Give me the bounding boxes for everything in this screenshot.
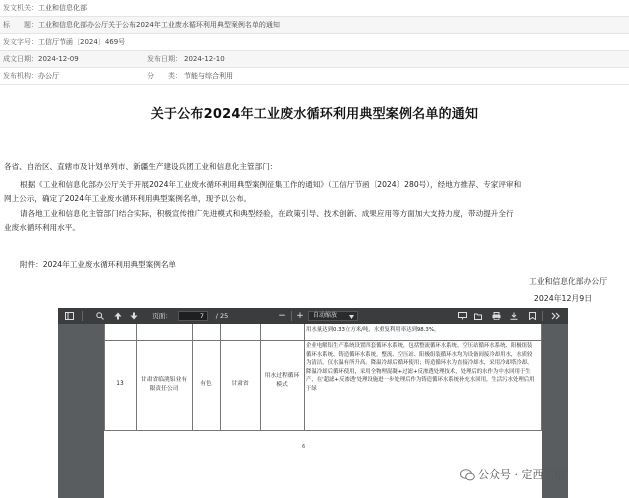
sidebar-icon: [65, 312, 74, 320]
meta-value: 2024-12-10: [184, 55, 225, 63]
wechat-watermark: [460, 466, 566, 482]
table-cell-industry: 有色: [200, 381, 212, 387]
bookmark-button[interactable]: [526, 308, 538, 324]
meta-row-title: [0, 17, 629, 34]
meta-value: 工业和信息化部: [38, 4, 87, 12]
signing-organization: 工业和信息化部办公厅: [529, 277, 607, 286]
zoom-in-button[interactable]: +: [296, 311, 304, 321]
presentation-button[interactable]: [456, 308, 468, 324]
meta-label: 发文字号：: [3, 38, 38, 46]
meta-value: 节能与综合利用: [184, 72, 233, 80]
pdf-toolbar: [58, 308, 568, 324]
bookmark-icon: [529, 312, 536, 320]
meta-label: 标 题：: [3, 21, 38, 29]
total-pages: / 25: [215, 312, 229, 320]
meta-row-publisher: [0, 68, 629, 85]
watermark-text: 公众号 · 定西工信: [478, 468, 566, 481]
document-metadata: [0, 0, 629, 84]
table-border: [104, 340, 542, 341]
meta-row-issuer: [0, 0, 629, 17]
previous-page-button[interactable]: [112, 308, 124, 324]
arrow-up-icon: [114, 312, 122, 320]
notice-addressee: 各省、自治区、直辖市及计划单列市、新疆生产建设兵团工业和信息化主管部门：: [4, 162, 278, 171]
table-cell-category: 用水过程循环模式: [264, 373, 300, 388]
notice-paragraph-1: 根据《工业和信息化部办公厅关于开展2024年工业废水循环利用典型案例征集工作的通知》（工信厅节函〔2024〕280号），经地方推荐、专家评审和: [20, 180, 522, 189]
meta-row-doc-number: [0, 34, 629, 51]
download-button[interactable]: [508, 308, 520, 324]
notice-paragraph-2: 请各地工业和信息化主管部门结合实际，积极宣传推广先进模式和典型经验，在政策引导、技术创新、成果应用等方面加大支持力度，带动提升全行: [20, 209, 514, 218]
zoom-out-button[interactable]: −: [278, 311, 286, 321]
arrow-down-icon: [130, 312, 138, 320]
meta-value: 工业和信息化部办公厅关于公布2024年工业废水循环利用典型案例名单的通知: [38, 21, 280, 29]
page-number-input[interactable]: 7: [178, 311, 208, 321]
notice-paragraph-1-cont: 网上公示，确定了2024年工业废水循环利用典型案例名单，现予以公布。: [4, 194, 252, 203]
table-cell-description: 企业电解铝生产系统设置四套循环水系统，包括整流循环水系统、空压站循环水系统、阳极组装循环水系统、铸造循环水系统。整流、空压站、阳极组装循环水均为设备间接冷却用水，水质较为清洁，仅水温有所升高，降温冷却后循环使用；铸造循环水为直接冷却水，采用冷却塔冷却、降温冷却后循环使用，采用全物理混凝+过滤+反渗透处理技术，处理后的水作为中水回用于生产，在'超滤+反渗透'处理设施进一步处理后作为铸造循环水系统补充水回用，生活污水处理后用于绿: [306, 343, 535, 392]
toolbar-separator: [82, 311, 83, 321]
toolbar-separator: [291, 311, 292, 321]
table-border: [104, 430, 542, 431]
table-cell-province: 甘肃省: [231, 381, 249, 387]
toolbar-separator: [542, 311, 543, 321]
pdf-page-number: 6: [302, 444, 306, 450]
zoom-value: 自动缩放: [313, 312, 338, 319]
notice-paragraph-2-cont: 业废水循环利用水平。: [4, 223, 80, 232]
chevron-down-icon: [349, 315, 354, 319]
open-file-button[interactable]: [472, 308, 484, 324]
table-cell-company: 甘肃省临洮铝业有限责任公司: [140, 377, 188, 392]
page-label: 页面：: [152, 312, 172, 320]
search-button[interactable]: [94, 308, 106, 324]
meta-label: 发布日期：: [147, 55, 182, 63]
meta-row-dates: [0, 51, 629, 68]
meta-value: 2024-12-09: [38, 55, 79, 63]
print-icon: [492, 312, 501, 320]
meta-value: 办公厅: [38, 72, 59, 80]
more-tools-button[interactable]: [548, 308, 562, 324]
table-cell-prev-row: 用水量达到0.33立方米/吨，水重复利用率达到98.3%。: [306, 327, 440, 333]
download-icon: [510, 312, 518, 320]
meta-label: 发布机构：: [3, 72, 38, 80]
wechat-icon: [460, 469, 475, 481]
sidebar-toggle-button[interactable]: [62, 308, 76, 324]
presentation-icon: [458, 312, 467, 320]
meta-label: 成文日期：: [3, 55, 38, 63]
page-title: 关于公布2024年工业废水循环利用典型案例名单的通知: [150, 107, 479, 122]
double-chevron-right-icon: [551, 312, 560, 320]
open-file-icon: [474, 312, 482, 320]
print-button[interactable]: [490, 308, 502, 324]
meta-label: 发文机关：: [3, 4, 38, 12]
table-cell-number: 13: [116, 381, 124, 387]
next-page-button[interactable]: [128, 308, 140, 324]
attachment-link[interactable]: 附件：2024年工业废水循环利用典型案例名单: [20, 260, 177, 269]
meta-value: 工信厅节函〔2024〕469号: [38, 38, 126, 46]
meta-label: 分 类：: [147, 72, 182, 80]
search-icon: [96, 312, 104, 320]
zoom-select[interactable]: [308, 311, 358, 321]
signing-date: 2024年12月9日: [533, 294, 592, 303]
